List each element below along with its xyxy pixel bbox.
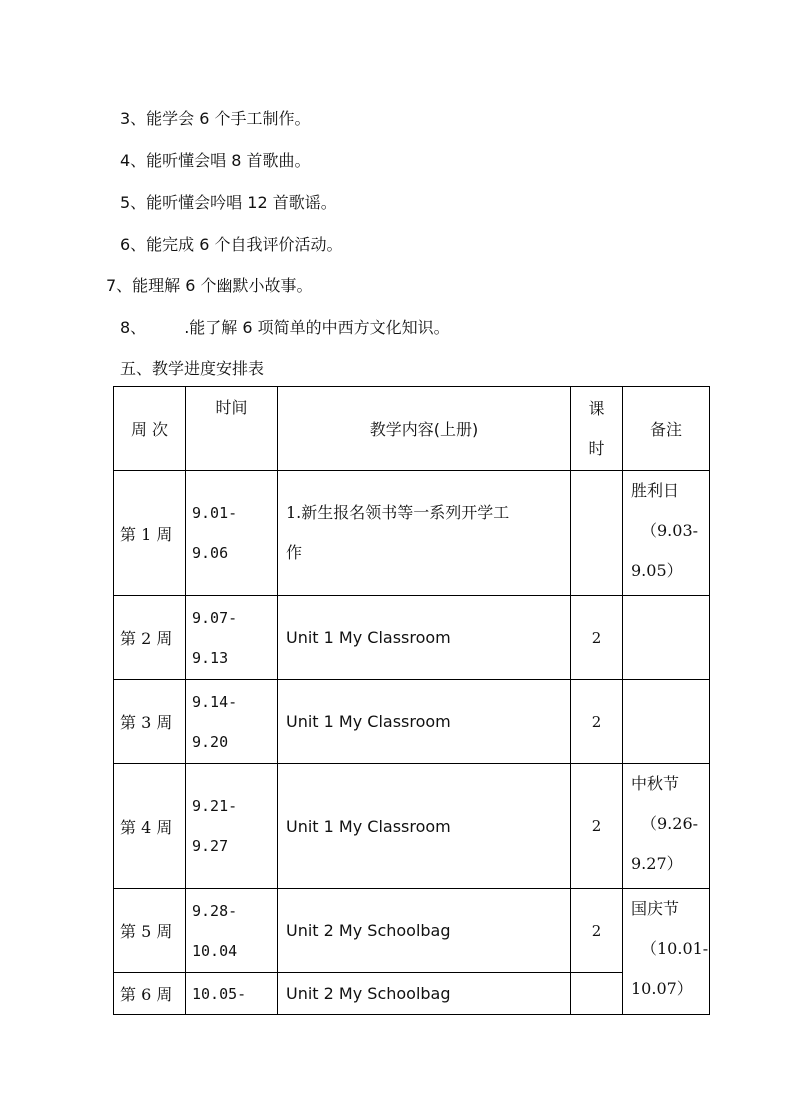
section-title: 五、教学进度安排表: [120, 359, 265, 378]
date-start: 9.28-: [192, 901, 238, 920]
week-cell: 第 1 周: [114, 471, 186, 596]
note-cell: [623, 680, 710, 764]
note-line-3: 10.07）: [631, 979, 693, 998]
date-cell: [186, 471, 278, 596]
header-hours-line-2: 时: [588, 438, 605, 458]
week-cell: 第 3 周: [114, 680, 186, 764]
date-cell: [186, 889, 278, 973]
goal-7: 7、能理解 6 个幽默小故事。: [106, 276, 313, 295]
note-line-2: （10.01-: [641, 939, 709, 958]
table-row: [114, 973, 710, 1015]
content-cell: Unit 2 My Schoolbag: [278, 973, 571, 1015]
hours-cell: 2: [571, 764, 623, 889]
date-cell: [186, 680, 278, 764]
date-end: 9.27: [192, 837, 229, 855]
hours-cell: 2: [571, 680, 623, 764]
content-cell: Unit 1 My Classroom: [278, 680, 571, 764]
date-end: 9.06: [192, 544, 229, 562]
header-week: 周 次: [114, 387, 186, 471]
date-cell: [186, 596, 278, 680]
note-cell: [623, 471, 710, 596]
table-header-row: [114, 387, 710, 471]
week-cell: 第 6 周: [114, 973, 186, 1015]
note-line-1: 中秋节: [631, 774, 680, 793]
note-line-2: （9.03-: [641, 521, 699, 540]
content-cell: Unit 2 My Schoolbag: [278, 889, 571, 973]
content-cell: Unit 1 My Classroom: [278, 764, 571, 889]
table-row: [114, 764, 710, 889]
note-cell: [623, 596, 710, 680]
week-cell: 第 5 周: [114, 889, 186, 973]
hours-cell: [571, 973, 623, 1015]
goal-6: 6、能完成 6 个自我评价活动。: [120, 235, 343, 254]
content-cell: [278, 471, 571, 596]
hours-cell: 2: [571, 596, 623, 680]
date-end: 9.20: [192, 732, 229, 751]
date-start: 10.05-: [192, 984, 247, 1003]
content-line-2: 作: [286, 543, 303, 562]
header-hours: [571, 387, 623, 471]
date-cell: [186, 764, 278, 889]
table-row: [114, 596, 710, 680]
header-hours-line-1: 课: [588, 398, 605, 418]
date-start: 9.01-: [192, 504, 238, 522]
goal-3: 3、能学会 6 个手工制作。: [120, 109, 311, 128]
date-end: 9.13: [192, 648, 229, 667]
table-row: [114, 471, 710, 596]
goal-8: [120, 315, 450, 338]
table-row: [114, 680, 710, 764]
date-start: 9.21-: [192, 797, 238, 815]
week-cell: 第 2 周: [114, 596, 186, 680]
goal-8-text: .能了解 6 项简单的中西方文化知识。: [184, 318, 450, 337]
header-notes: 备注: [623, 387, 710, 471]
goal-4: 4、能听懂会唱 8 首歌曲。: [120, 151, 311, 170]
table-row: [114, 889, 710, 973]
header-time: 时间: [186, 387, 278, 471]
schedule-table: [113, 386, 710, 1015]
goal-8-number: 8、: [120, 318, 147, 337]
content-line-1: 1.新生报名领书等一系列开学工: [286, 503, 510, 522]
note-line-3: 9.05）: [631, 561, 683, 580]
note-cell: [623, 764, 710, 889]
date-start: 9.14-: [192, 692, 238, 711]
note-line-1: 胜利日: [631, 481, 680, 500]
hours-cell: [571, 471, 623, 596]
week-cell: 第 4 周: [114, 764, 186, 889]
note-line-3: 9.27）: [631, 854, 683, 873]
note-line-2: （9.26-: [641, 814, 699, 833]
note-cell: [623, 889, 710, 1015]
goal-5: 5、能听懂会吟唱 12 首歌谣。: [120, 193, 337, 212]
date-end: 10.04: [192, 941, 238, 960]
note-line-1: 国庆节: [631, 899, 680, 918]
hours-cell: 2: [571, 889, 623, 973]
content-cell: Unit 1 My Classroom: [278, 596, 571, 680]
header-content: 教学内容(上册): [278, 387, 571, 471]
date-cell: [186, 973, 278, 1015]
date-start: 9.07-: [192, 608, 238, 627]
